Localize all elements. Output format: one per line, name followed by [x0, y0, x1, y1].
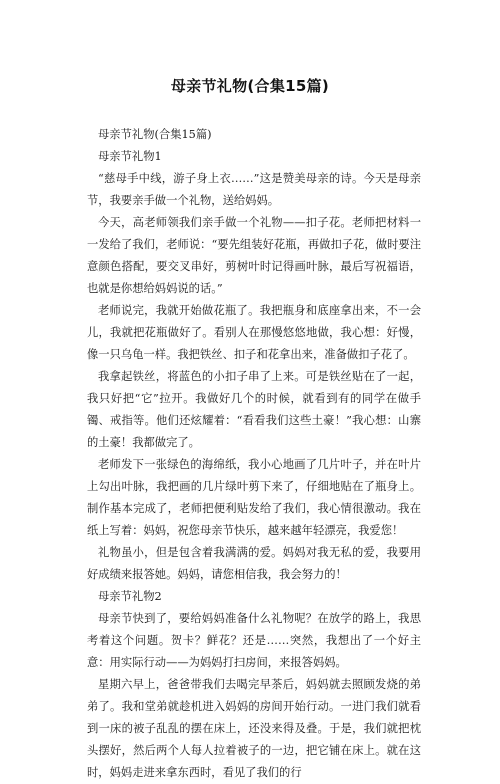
section-heading-1: 母亲节礼物1: [98, 150, 162, 163]
document-title: 母亲节礼物(合集15篇): [170, 77, 330, 95]
subtitle-line: 母亲节礼物(合集15篇): [98, 128, 212, 141]
paragraph: “慈母手中线，游子身上衣……”这是赞美母亲的诗。今天是母亲节，我要亲手做一个礼物，送给妈妈。: [87, 172, 421, 207]
paragraph: 星期六早上，爸爸带我们去喝完早茶后，妈妈就去照顾发烧的弟弟了。我和堂弟就趁机进入妈妈的房间开始行动。一进门我们就看到一床的被子乱乱的摆在床上，还没来得及叠。于是，我们就把枕头摆好，然后两个人每人拉着被子的一边，把它铺在床上。就在这时，妈妈走进来拿东西时，看见了我们的行: [87, 678, 421, 779]
paragraph: 母亲节快到了，要给妈妈准备什么礼物呢？在放学的路上，我思考着这个问题。贺卡？鲜花？还是……突然，我想出了一个好主意：用实际行动——为妈妈打扫房间，来报答妈妈。: [87, 612, 421, 669]
paragraph: 老师发下一张绿色的海绵纸，我小心地画了几片叶子，并在叶片上勾出叶脉，我把画的几片绿叶剪下来了，仔细地贴在了瓶身上。制作基本完成了，老师把便利贴发给了我们，我心情很激动。我在纸上写着：妈妈，祝您母亲节快乐，越来越年轻漂亮，我爱您！: [87, 458, 421, 537]
paragraph: 今天，高老师领我们亲手做一个礼物——扣子花。老师把材料一一发给了我们，老师说：“要先组装好花瓶，再做扣子花，做时要注意颜色搭配，要交叉串好，剪树叶时记得画叶脉，最后写祝福语，也就是你想给妈妈说的话。”: [87, 216, 421, 295]
paragraph: 我拿起铁丝，将蓝色的小扣子串了上来。可是铁丝贴在了一起，我只好把“它”拉开。我做好几个的时候，就看到有的同学在做手镯、戒指等。他们还炫耀着：“看看我们这些土豪！”我心想：山寨的土豪！我都做完了。: [87, 370, 421, 449]
section-heading-2: 母亲节礼物2: [98, 590, 162, 603]
document-body: [87, 124, 421, 784]
paragraph: 老师说完，我就开始做花瓶了。我把瓶身和底座拿出来，不一会儿，我就把花瓶做好了。看别人在那慢悠悠地做，我心想：好慢，像一只乌龟一样。我把铁丝、扣子和花拿出来，准备做扣子花了。: [87, 304, 421, 361]
paragraph: 礼物虽小，但是包含着我满满的爱。妈妈对我无私的爱，我要用好成绩来报答她。妈妈，请您相信我，我会努力的！: [87, 546, 421, 581]
